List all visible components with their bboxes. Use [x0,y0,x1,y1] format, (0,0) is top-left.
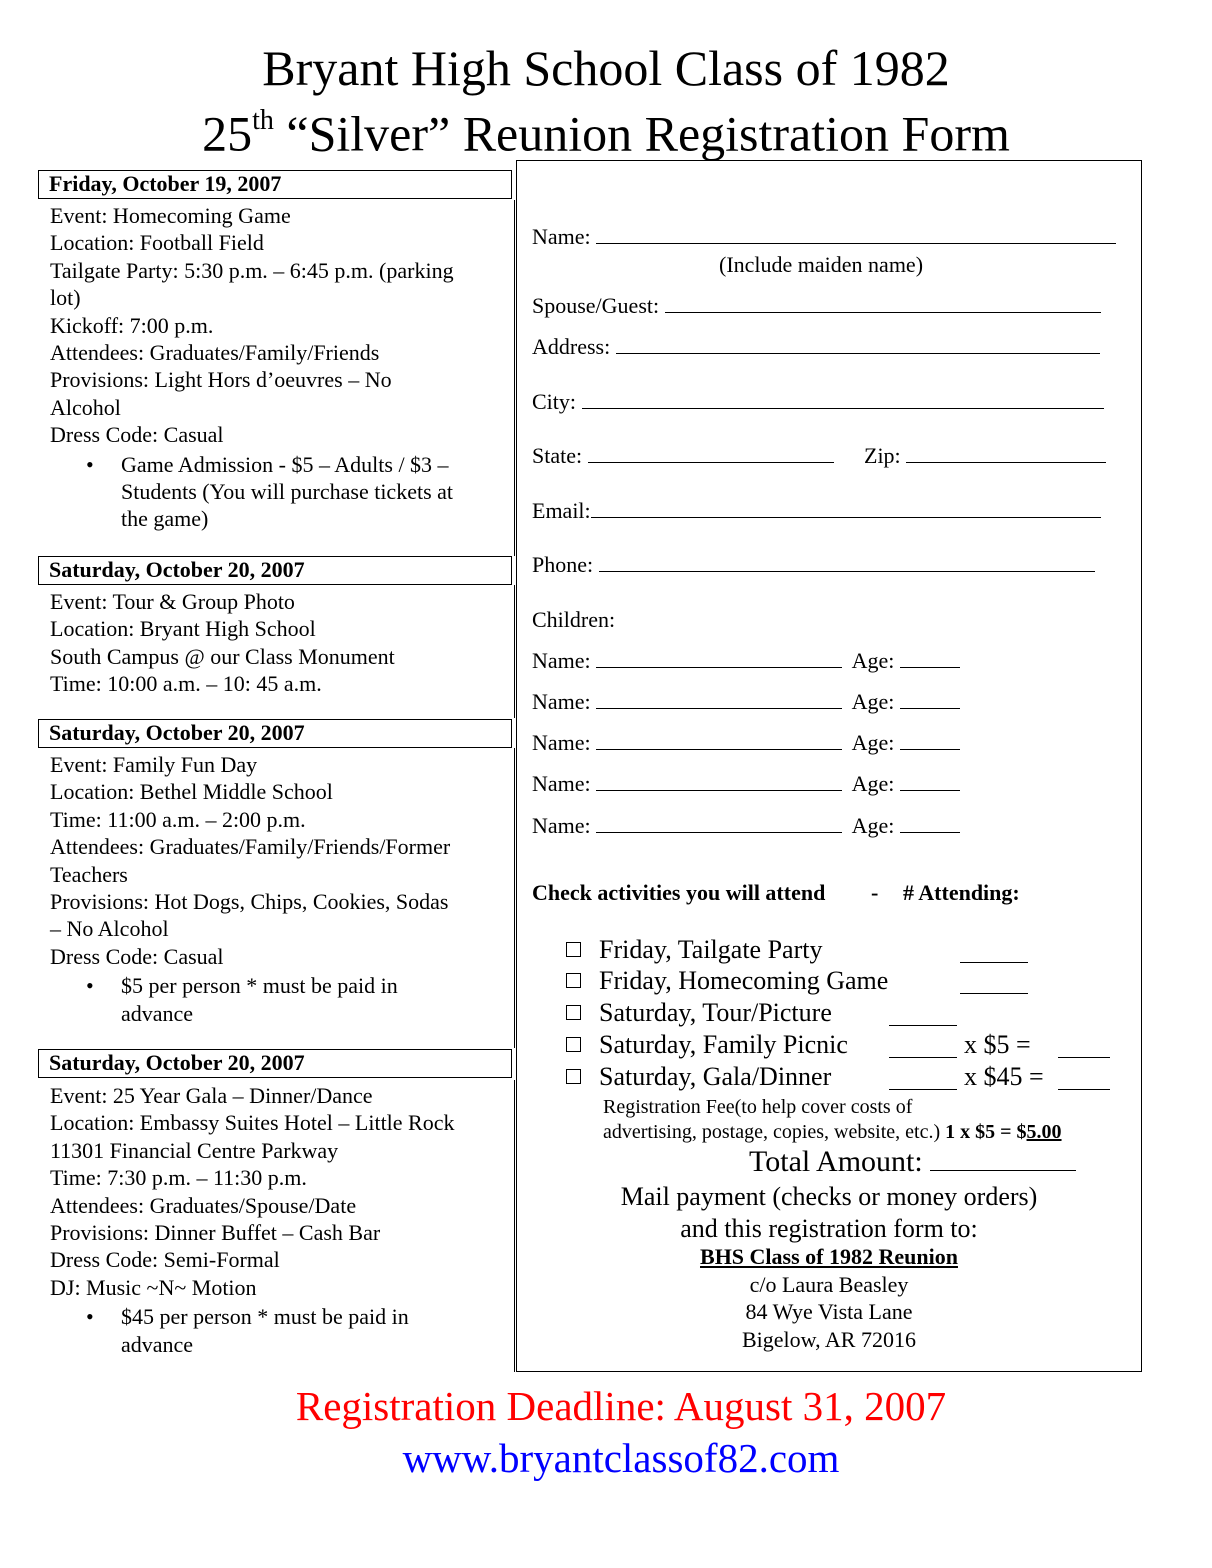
event-line: Location: Football Field [50,230,264,256]
child-name-line[interactable] [596,649,842,668]
event-line: Time: 10:00 a.m. – 10: 45 a.m. [50,671,322,697]
event-line: Alcohol [50,394,121,420]
mailing-address: BHS Class of 1982 Reunion c/o Laura Beasley 84 Wye Vista Lane Bigelow, AR 72016 [516,1243,1142,1353]
event-line: Location: Bryant High School [50,616,316,642]
children-label: Children: [532,607,616,632]
email-field[interactable]: Email: [532,498,1101,524]
child-row[interactable]: Name: Age: [532,730,960,756]
column-divider [514,585,515,718]
column-divider [514,748,515,1048]
activity-row[interactable]: Saturday, Family Picnic [566,1030,848,1060]
event-line: DJ: Music ~N~ Motion [50,1274,257,1300]
event-line: Attendees: Graduates/Family/Friends [50,340,380,366]
page-subtitle: 25th “Silver” Reunion Registration Form [202,105,1010,162]
city-line[interactable] [582,390,1104,409]
event-line: Location: Embassy Suites Hotel – Little Rock [50,1110,455,1136]
fee-note-2: advertising, postage, copies, website, etc.) 1 x $5 = $5.00 [603,1121,1062,1143]
name-field[interactable]: Name: [532,224,1116,250]
fee-note: Registration Fee(to help cover costs of [603,1096,913,1118]
child-age-line[interactable] [900,649,960,668]
attending-heading: # Attending: [903,880,1020,905]
event-bullet: • Game Admission - $5 – Adults / $3 – Students (You will purchase tickets at the game) [86,451,454,532]
event-line: Provisions: Hot Dogs, Chips, Cookies, Sodas [50,889,449,915]
child-row[interactable]: Name: Age: [532,648,960,674]
email-line[interactable] [591,499,1101,518]
event-line: Event: Tour & Group Photo [50,589,295,614]
state-field[interactable]: State: [532,443,834,469]
child-age-line[interactable] [900,731,960,750]
check-activities-heading: Check activities you will attend [532,880,826,905]
address-field[interactable]: Address: [532,334,1100,360]
child-name-line[interactable] [596,814,842,833]
event-bullet: • $5 per person * must be paid in advance [86,973,398,1026]
activity-row[interactable]: Friday, Tailgate Party [566,935,822,965]
child-age-line[interactable] [900,814,960,833]
website-link[interactable]: www.bryantclassof82.com [402,1435,840,1481]
event-line: Time: 7:30 p.m. – 11:30 p.m. [50,1165,307,1191]
mail-org: BHS Class of 1982 Reunion [700,1244,958,1269]
event-line: Dress Code: Semi-Formal [50,1247,280,1273]
spouse-field[interactable]: Spouse/Guest: [532,293,1101,319]
child-age-line[interactable] [900,690,960,709]
event-line: Event: Family Fun Day [50,752,258,777]
event-line: South Campus @ our Class Monument [50,643,395,669]
activity-checkbox[interactable] [566,942,581,957]
attending-count-line[interactable] [889,1071,957,1090]
event-date-header: Saturday, October 20, 2007 [38,719,512,748]
child-name-line[interactable] [596,772,842,791]
bullet-dot: • [86,1304,94,1330]
activity-row[interactable]: Friday, Homecoming Game [566,966,888,996]
event-line: Provisions: Dinner Buffet – Cash Bar [50,1220,381,1246]
event-line: Event: Homecoming Game [50,203,291,228]
phone-field[interactable]: Phone: [532,552,1095,578]
column-divider [514,200,515,556]
registration-deadline: Registration Deadline: August 31, 2007 [295,1383,947,1429]
activity-checkbox[interactable] [566,1005,581,1020]
child-row[interactable]: Name: Age: [532,771,960,797]
event-date-header: Friday, October 19, 2007 [38,170,512,199]
event-details [50,1082,500,1358]
event-line: Dress Code: Casual [50,422,224,448]
attending-count-line[interactable] [889,1039,957,1058]
activity-checkbox[interactable] [566,1069,581,1084]
bullet-dot: • [86,451,94,477]
activity-price: x $45 = [964,1062,1044,1091]
maiden-note: (Include maiden name) [719,252,924,277]
attending-count-line[interactable] [960,975,1028,994]
column-divider [514,1080,515,1372]
event-details [50,751,500,1027]
child-age-line[interactable] [900,772,960,791]
event-line: Location: Bethel Middle School [50,779,333,805]
activity-total-line[interactable] [1058,1071,1110,1090]
child-name-line[interactable] [596,690,842,709]
event-line: Tailgate Party: 5:30 p.m. – 6:45 p.m. (parking [50,257,454,283]
activity-price: x $5 = [964,1030,1031,1059]
event-details [50,588,500,698]
event-line: Attendees: Graduates/Family/Friends/Former [50,834,451,860]
total-amount[interactable]: Total Amount: [749,1145,1076,1179]
name-line[interactable] [596,225,1116,244]
address-line[interactable] [616,335,1100,354]
event-line: Attendees: Graduates/Spouse/Date [50,1192,357,1218]
child-row[interactable]: Name: Age: [532,689,960,715]
activity-row[interactable]: Saturday, Tour/Picture [566,998,832,1028]
event-line: 11301 Financial Centre Parkway [50,1137,339,1163]
event-line: Time: 11:00 a.m. – 2:00 p.m. [50,806,306,832]
event-date-header: Saturday, October 20, 2007 [38,556,512,585]
phone-line[interactable] [599,553,1095,572]
event-line: Provisions: Light Hors d’oeuvres – No [50,367,392,393]
state-line[interactable] [588,444,834,463]
fee-amount: 5.00 [1026,1121,1062,1143]
child-row[interactable]: Name: Age: [532,813,960,839]
event-details [50,202,500,533]
event-line: Teachers [50,861,128,887]
total-amount-line[interactable] [930,1146,1076,1171]
page-title: Bryant High School Class of 1982 [262,40,950,96]
activity-checkbox[interactable] [566,973,581,988]
activity-checkbox[interactable] [566,1037,581,1052]
bullet-dot: • [86,973,94,999]
zip-field[interactable]: Zip: [864,443,1106,469]
child-name-line[interactable] [596,731,842,750]
event-bullet: • $45 per person * must be paid in advance [86,1304,409,1357]
city-field[interactable]: City: [532,389,1104,415]
heading-dash: - [871,880,879,905]
attending-count-line[interactable] [889,1007,957,1026]
event-line: lot) [50,285,81,311]
zip-line[interactable] [906,444,1106,463]
event-line: – No Alcohol [50,916,169,942]
event-line: Event: 25 Year Gala – Dinner/Dance [50,1083,373,1108]
event-line: Dress Code: Casual [50,943,224,969]
event-line: Kickoff: 7:00 p.m. [50,312,214,338]
attending-count-line[interactable] [960,944,1028,963]
spouse-line[interactable] [665,294,1101,313]
activity-total-line[interactable] [1058,1039,1110,1058]
mail-instructions: Mail payment (checks or money orders) and this registration form to: [620,1182,1038,1243]
event-date-header: Saturday, October 20, 2007 [38,1049,512,1078]
activity-row[interactable]: Saturday, Gala/Dinner [566,1062,831,1092]
